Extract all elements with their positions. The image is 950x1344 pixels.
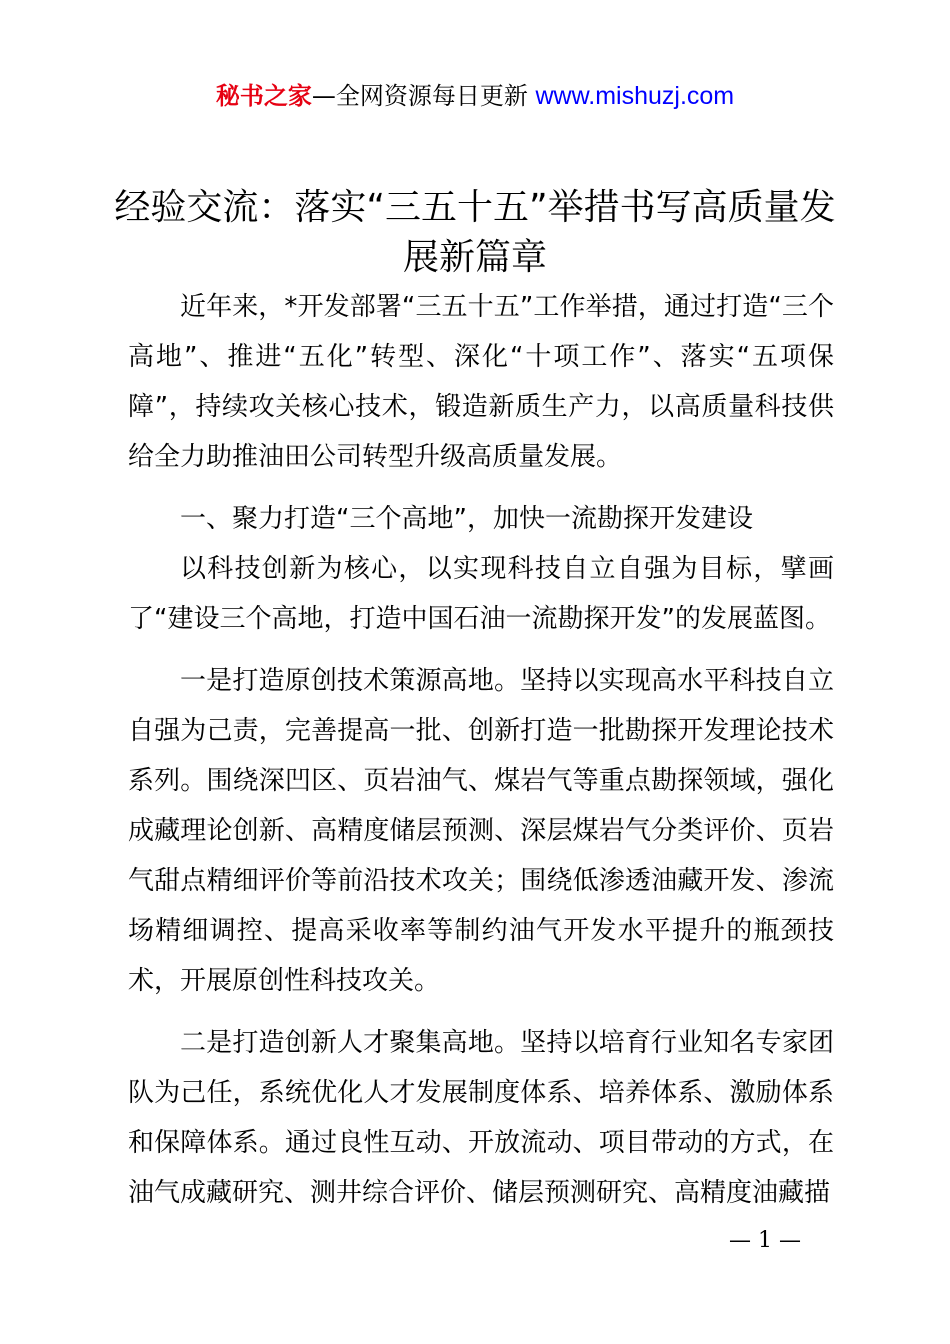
document-body: [128, 282, 834, 1218]
brand-name: 秘书之家: [215, 82, 312, 110]
section-intro-paragraph: 以科技创新为核心，以实现科技自立自强为目标，擘画了“建设三个高地，打造中国石油一流勘探开发”的发展蓝图。: [128, 554, 834, 634]
site-url-link[interactable]: www.mishuzj.com: [535, 82, 735, 110]
header-slogan: —全网资源每日更新: [311, 82, 536, 110]
intro-paragraph: 近年来，*开发部署“三五十五”工作举措，通过打造“三个高地”、推进“五化”转型、深化“十项工作”、落实“五项保障”，持续攻关核心技术，锻造新质生产力，以高质量科技供给全力助推油田公司转型升级高质量发展。: [128, 292, 834, 472]
site-header: [0, 78, 950, 114]
section-heading: 一、聚力打造“三个高地”，加快一流勘探开发建设: [180, 504, 753, 534]
point-two-paragraph: 二是打造创新人才聚集高地。坚持以培育行业知名专家团队为己任，系统优化人才发展制度体系、培养体系、激励体系和保障体系。通过良性互动、开放流动、项目带动的方式，在油气成藏研究、测井综合评价、储层预测研究、高精度油藏描: [128, 1028, 834, 1208]
document-title: 经验交流：落实“三五十五”举措书写高质量发展新篇章: [114, 187, 836, 278]
page-number: — 1 —: [729, 1228, 801, 1253]
point-one-paragraph: 一是打造原创技术策源高地。坚持以实现高水平科技自立自强为己责，完善提高一批、创新打造一批勘探开发理论技术系列。围绕深凹区、页岩油气、煤岩气等重点勘探领域，强化成藏理论创新、高精度储层预测、深层煤岩气分类评价、页岩气甜点精细评价等前沿技术攻关；围绕低渗透油藏开发、渗流场精细调控、提高采收率等制约油气开发水平提升的瓶颈技术，开展原创性科技攻关。: [128, 666, 834, 996]
